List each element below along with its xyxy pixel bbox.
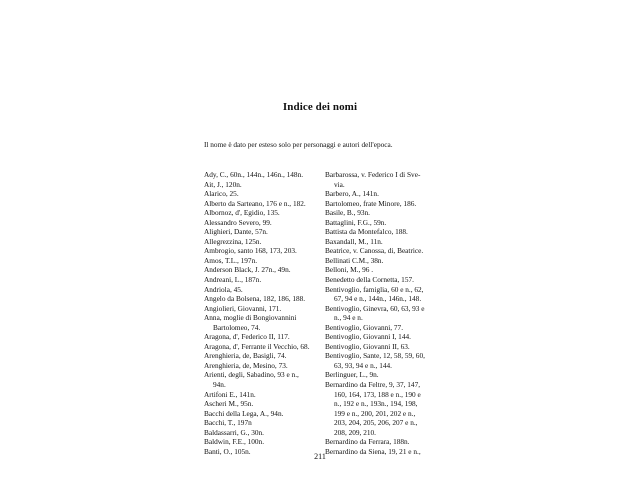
index-entry bbox=[204, 208, 317, 218]
index-entry-line: Belloni, M., 96 . bbox=[325, 265, 374, 275]
index-entry-line: Allegrezzina, 125n. bbox=[204, 236, 262, 246]
index-entry-line: Bernardino da Siena, 19, 21 e n., bbox=[325, 446, 421, 456]
index-entry-line: Battaglini, F.G., 59n. bbox=[325, 217, 387, 227]
index-entry-line: Ambrogio, santo 168, 173, 203. bbox=[204, 246, 297, 256]
index-entry-line: Angelo da Bolsena, 182, 186, 188. bbox=[204, 294, 306, 304]
index-entry-line: Bacchi, T., 197n bbox=[204, 418, 252, 428]
index-entry-line: Barbero, A., 141n. bbox=[325, 189, 379, 199]
index-entry-line: 208, 209, 210. bbox=[334, 427, 376, 437]
index-entry-line: Bentivoglio, Ginevra, 60, 63, 93 e bbox=[325, 303, 425, 313]
index-entry-line: 160, 164, 173, 188 e n., 190 e bbox=[334, 389, 421, 399]
index-entry-line: Bentivoglio, Giovanni I, 144. bbox=[325, 332, 411, 342]
index-entry-line: via. bbox=[334, 179, 345, 189]
index-entry bbox=[325, 285, 439, 304]
index-entry bbox=[204, 332, 317, 342]
index-entry-line: Alarico, 25. bbox=[204, 189, 239, 199]
index-entry bbox=[325, 332, 439, 342]
index-entry-line: Anna, moglie di Bongiovannini bbox=[204, 313, 297, 323]
index-entry-line: Bernardino da Ferrara, 188n. bbox=[325, 437, 410, 447]
index-entry-line: Bentivoglio, Giovanni, 77. bbox=[325, 322, 404, 332]
index-entry-line: Aragona, d', Ferrante il Vecchio, 68. bbox=[204, 341, 310, 351]
index-entry-line: 67, 94 e n., 144n., 146n., 148. bbox=[334, 294, 422, 304]
index-entry bbox=[325, 208, 439, 218]
index-entry bbox=[325, 304, 439, 323]
index-entry bbox=[325, 218, 439, 228]
index-entry bbox=[325, 237, 439, 247]
index-entry-line: Bellinati C.M., 38n. bbox=[325, 255, 384, 265]
index-entry-line: 203, 204, 205, 206, 207 e n., bbox=[334, 418, 418, 428]
index-entry-line: Barbarossa, v. Federico I di Sve- bbox=[325, 170, 421, 179]
index-entry-line: Artifoni E., 141n. bbox=[204, 389, 256, 399]
index-entry bbox=[204, 390, 317, 400]
index-entry bbox=[204, 313, 317, 332]
index-entry-line: Ady, C., 60n., 144n., 146n., 148n. bbox=[204, 170, 304, 179]
index-entry bbox=[204, 418, 317, 428]
index-entry bbox=[325, 342, 439, 352]
index-entry-line: Arenghieria, de, Mesino, 73. bbox=[204, 360, 288, 370]
index-entry bbox=[325, 246, 439, 256]
index-entry-line: Anderson Black, J. 27n., 49n. bbox=[204, 265, 291, 275]
index-entry bbox=[204, 227, 317, 237]
intro-note: Il nome è dato per esteso solo per personaggi e autori dell'epoca. bbox=[204, 140, 393, 149]
index-entry-line: Angiolieri, Giovanni, 171. bbox=[204, 303, 282, 313]
index-entry bbox=[204, 409, 317, 419]
index-entry-line: 199 e n., 200, 201, 202 e n., bbox=[334, 408, 416, 418]
index-entry bbox=[204, 199, 317, 209]
index-entry-line: Bentivoglio, Giovanni II, 63. bbox=[325, 341, 410, 351]
index-entry bbox=[204, 180, 317, 190]
index-entry bbox=[204, 428, 317, 438]
index-entry bbox=[325, 199, 439, 209]
index-entry bbox=[325, 275, 439, 285]
index-entry bbox=[204, 256, 317, 266]
index-entry-line: Albornoz, d', Egidio, 135. bbox=[204, 208, 280, 218]
page-number: 211 bbox=[314, 452, 326, 461]
index-entry bbox=[204, 294, 317, 304]
index-entry-line: Amos, T.L., 197n. bbox=[204, 255, 258, 265]
index-entry bbox=[325, 323, 439, 333]
index-entry-line: Alighieri, Dante, 57n. bbox=[204, 227, 268, 237]
index-entry-line: Ait, J., 120n. bbox=[204, 179, 242, 189]
index-entry bbox=[204, 285, 317, 295]
index-entry-line: Bacchi della Lega, A., 94n. bbox=[204, 408, 284, 418]
index-entry bbox=[325, 256, 439, 266]
index-entry-line: Basile, B., 93n. bbox=[325, 208, 370, 218]
index-entry-line: Berlinguer, L., 9n. bbox=[325, 370, 379, 380]
index-entry-line: Arienti, degli, Sabadino, 93 e n., bbox=[204, 370, 299, 380]
index-entry-line: Baldassarri, G., 30n. bbox=[204, 427, 264, 437]
index-entry bbox=[204, 399, 317, 409]
index-entry-line: 63, 93, 94 e n., 144. bbox=[334, 360, 392, 370]
index-entry bbox=[325, 437, 439, 447]
index-entry-line: Aragona, d', Federico II, 117. bbox=[204, 332, 290, 342]
index-entry bbox=[204, 351, 317, 361]
index-entry bbox=[325, 380, 439, 437]
index-entry-line: n., 94 e n. bbox=[334, 313, 363, 323]
index-entry-line: Bentivoglio, famiglia, 60 e n., 62, bbox=[325, 284, 424, 294]
index-entry-line: Baldwin, F.E., 100n. bbox=[204, 437, 265, 447]
index-entry-line: Bartolomeo, 74. bbox=[213, 322, 261, 332]
index-entry bbox=[325, 265, 439, 275]
index-entry bbox=[325, 227, 439, 237]
index-entry bbox=[204, 218, 317, 228]
index-entry-line: Battista da Montefalco, 188. bbox=[325, 227, 408, 237]
index-entry bbox=[325, 351, 439, 370]
index-entry bbox=[325, 189, 439, 199]
index-entry bbox=[204, 237, 317, 247]
index-entry-line: Beatrice, v. Canossa, di, Beatrice. bbox=[325, 246, 424, 256]
index-entry bbox=[325, 170, 439, 189]
index-entry-line: n., 192 e n., 193n., 194, 198, bbox=[334, 399, 418, 409]
index-column-left bbox=[204, 170, 317, 456]
index-entry bbox=[204, 265, 317, 275]
index-entry-line: Andriola, 45. bbox=[204, 284, 243, 294]
index-entry-line: Bartolomeo, frate Minore, 186. bbox=[325, 198, 417, 208]
index-entry-line: Bentivoglio, Sante, 12, 58, 59, 60, bbox=[325, 351, 425, 361]
index-entry bbox=[204, 275, 317, 285]
index-entry bbox=[204, 437, 317, 447]
index-entry-line: Alessandro Severo, 99. bbox=[204, 217, 272, 227]
index-entry-line: Andreani, L., 187n. bbox=[204, 275, 262, 285]
index-entry-line: Alberto da Sarteano, 176 e n., 182. bbox=[204, 198, 306, 208]
index-entry-line: Arenghieria, de, Basigli, 74. bbox=[204, 351, 287, 361]
index-entry-line: Banti, O., 105n. bbox=[204, 446, 251, 456]
index-entry bbox=[204, 304, 317, 314]
index-entry-line: 94n. bbox=[213, 380, 226, 390]
index-entry-line: Ascheri M., 95n. bbox=[204, 399, 254, 409]
index-entry bbox=[204, 342, 317, 352]
index-entry bbox=[204, 361, 317, 371]
index-entry bbox=[325, 370, 439, 380]
index-entry bbox=[204, 370, 317, 389]
index-entry bbox=[204, 246, 317, 256]
index-entry-line: Bernardino da Feltre, 9, 37, 147, bbox=[325, 380, 421, 390]
index-column-right bbox=[325, 170, 439, 456]
index-entry bbox=[204, 189, 317, 199]
index-entry-line: Benedetto della Cornetta, 157. bbox=[325, 275, 414, 285]
index-entry-line: Baxandall, M., 11n. bbox=[325, 236, 383, 246]
page-title: Indice dei nomi bbox=[282, 101, 358, 113]
index-entry bbox=[204, 170, 317, 180]
